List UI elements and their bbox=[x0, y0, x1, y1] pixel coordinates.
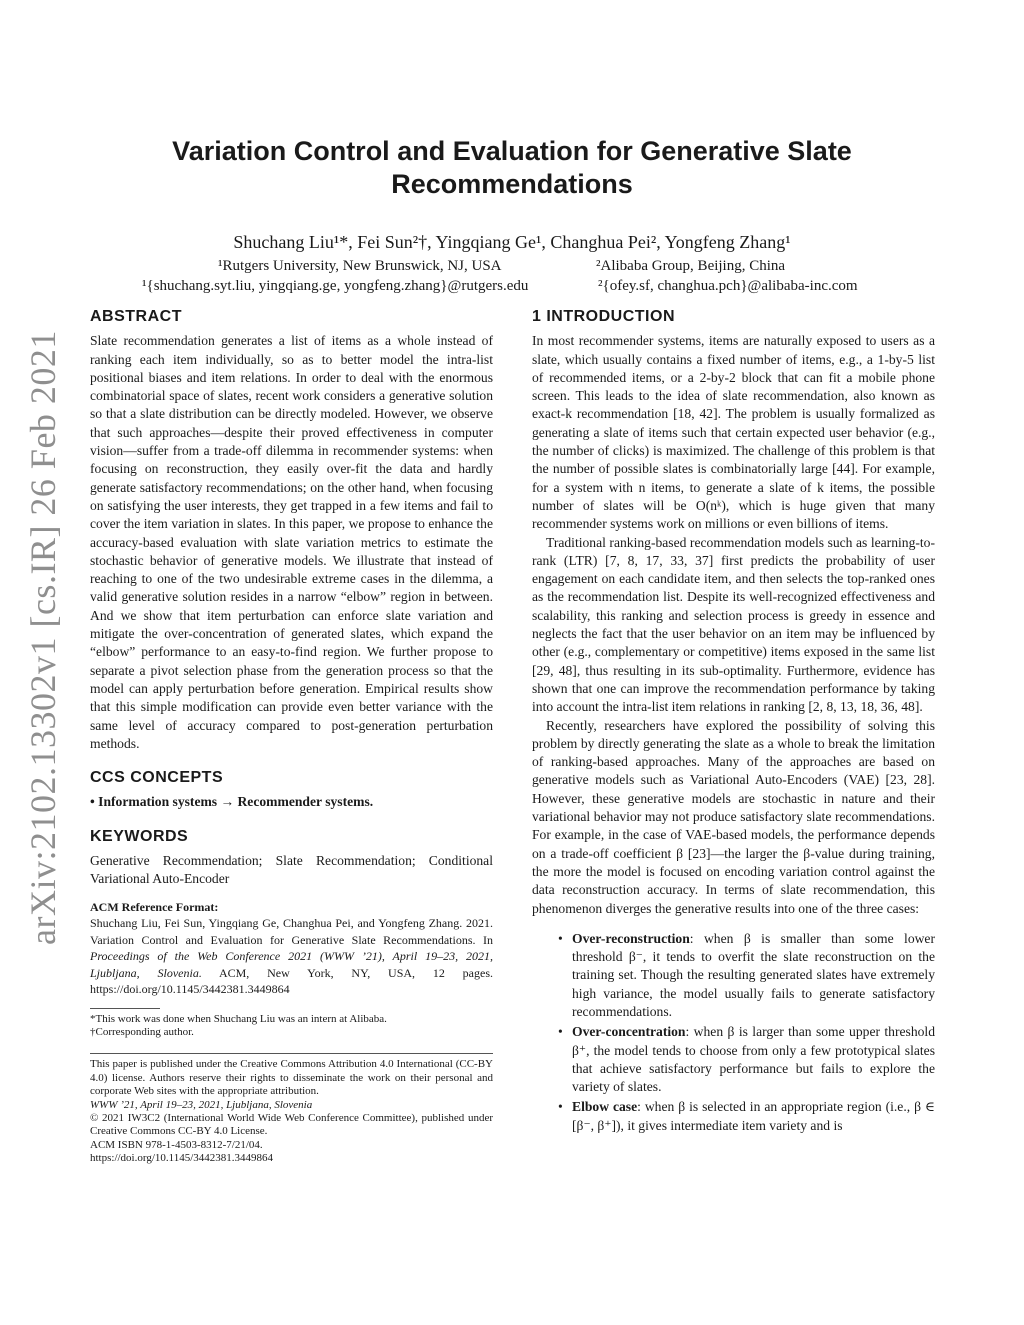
acm-reference-text-1: Shuchang Liu, Fei Sun, Yingqiang Ge, Changhua Pei, and Yongfeng Zhang. 2021. Variation Control and Evaluation for Generative Slate Recommendations. In bbox=[90, 916, 493, 947]
license-isbn: ACM ISBN 978-1-4503-8312-7/21/04. bbox=[90, 1138, 263, 1151]
list-item: • Elbow case: when β is selected in an appropriate region (i.e., β ∈ [β⁻, β⁺]), it gives intermediate item variety and is bbox=[532, 1098, 935, 1135]
footnote-1: *This work was done when Shuchang Liu was an intern at Alibaba. bbox=[90, 1012, 387, 1025]
case-list bbox=[532, 930, 935, 1135]
arxiv-identifier: arXiv:2102.13302v1 [cs.IR] 26 Feb 2021 bbox=[23, 330, 63, 945]
keywords-text: Generative Recommendation; Slate Recommendation; Conditional Variational Auto-Encoder bbox=[90, 853, 493, 887]
ccs-heading: CCS CONCEPTS bbox=[90, 769, 224, 787]
acm-reference-venue: Proceedings of the Web Conference 2021 (WWW ’21), April 19–23, 2021, Ljubljana, Slovenia. bbox=[90, 949, 493, 980]
intro-heading: 1 INTRODUCTION bbox=[532, 308, 675, 325]
keywords-heading: KEYWORDS bbox=[90, 827, 189, 845]
license-copyright: © 2021 IW3C2 (International World Wide Web Conference Committee), published under Creative Commons CC-BY 4.0 License. bbox=[90, 1112, 493, 1138]
license-doi: https://doi.org/10.1145/3442381.3449864 bbox=[90, 1152, 274, 1165]
intro-paragraph-2: Traditional ranking-based recommendation models such as learning-to-rank (LTR) [7, 8, 17, 33, 37] first predicts the probability of user engagement on each candidate item, and then selects the top-ranked ones as the recommendation list. Despite its well-recognized effectiveness and scalability, this ranking and selection process is greedy in essence and neglects the fact that the user behavior on an item may be influenced by other (e.g., complementary or competitive) items exposed in the same list [29, 48], thus resulting in its sub-optimality. Furthermore, evidence has shown that one can improve the recommendation performance by taking into account the intra-list item relations in ranking [2, 8, 13, 18, 36, 48]. bbox=[532, 534, 935, 715]
acm-reference-heading: ACM Reference Format: bbox=[90, 899, 219, 914]
abstract-heading: ABSTRACT bbox=[90, 308, 182, 325]
abstract-text: Slate recommendation generates a list of items as a whole instead of ranking each item individually, so as to better model the intra-list positional biases and item relations. In order to deal with the enormous combinatorial space of slates, recent work considers a generative solution so that a slate distribution can be directly modeled. However, we observe that such approaches—despite their proved effectiveness in computer vision—suffer from a trade-off dilemma in recommender systems: when focusing on reconstruction, they easily over-fit the data and hardly generate satisfactory recommendations; on the other hand, when focusing on satisfying the user interests, they get trapped in a few items and fail to cover the item variation in slates. In this paper, we propose to enhance the accuracy-based evaluation with slate variation metrics to estimate the stochastic behavior of generative models. We illustrate that instead of reaching to one of the two undesirable extreme cases in the dilemma, a valid generative solution resides in a narrow “elbow” region in between. And we show that item perturbation can enforce slate variation and mitigate the over-concentration of generated slates, which expand the “elbow” performance to an easy-to-find region. We further propose to separate a pivot selection phase from the generation process so that the model can apply perturbation before generation. Empirical results show that this simple modification can provide even better variance with the same level of accuracy compared to post-generation perturbation methods. bbox=[90, 333, 493, 751]
license-text: This paper is published under the Creative Commons Attribution 4.0 International (CC-BY 4.0) license. Authors reserve their rights to disseminate the work on their personal and corporate Web sites with the appropriate attribution. bbox=[90, 1058, 493, 1098]
ccs-text: • Information systems → Recommender systems. bbox=[90, 794, 374, 810]
paper-title: Variation Control and Evaluation for Generative Slate Recommendations bbox=[172, 136, 852, 199]
author-list: Shuchang Liu¹*, Fei Sun²†, Yingqiang Ge¹, Changhua Pei², Yongfeng Zhang¹ bbox=[233, 232, 791, 252]
left-column bbox=[90, 308, 493, 1166]
list-item: • Over-concentration: when β is larger than some upper threshold β⁺, the model tends to choose from only a few prototypical slates that achieve satisfactory performance but fails to explore the variety of slates. bbox=[532, 1023, 935, 1096]
intro-paragraph-1: In most recommender systems, items are naturally exposed to users as a slate, which usually contains a fixed number of items, e.g., a 1-by-5 list of recommended items, or a 2-by-2 block that can fit a mobile phone screen. This leads to the idea of slate recommendation, also known as exact-k recommendation [18, 42]. The problem is usually formalized as generating a slate of items such that certain expected user behavior (e.g., the number of clicks) is maximized. The challenge of this problem is that the number of possible slates is combinatorially large [44]. For example, for a system with n items, to generate a slate of k items, the possible number of slates will be O(nᵏ), which is huge given that many recommender systems work on millions or even billions of items. bbox=[532, 333, 935, 532]
email-2: ²{ofey.sf, changhua.pch}@alibaba-inc.com bbox=[598, 278, 858, 294]
footnote-rule bbox=[90, 1008, 160, 1009]
footnote-2: †Corresponding author. bbox=[90, 1026, 194, 1039]
intro-paragraph-3: Recently, researchers have explored the possibility of solving this problem by directly generating the slate as a whole to break the limitation of ranking-based approaches. Many of the approaches are based on generative models such as Variational Auto-Encoders (VAE) [23, 28]. However, these generative models are stochastic in nature and their variational behavior may not produce satisfactory slate recommendations. For example, in the case of VAE-based models, the performance depends on a trade-off coefficient β [23]—the larger the β-value during training, the more the model is focused on encoding variation control against the data reconstruction accuracy. In terms of slate recommendation, this phenomenon diverges the generative results into one of the three cases: bbox=[532, 717, 935, 916]
affiliation-1: ¹Rutgers University, New Brunswick, NJ, USA bbox=[218, 258, 502, 274]
acm-reference bbox=[90, 899, 493, 998]
right-column bbox=[532, 308, 935, 1137]
email-1: ¹{shuchang.syt.liu, yingqiang.ge, yongfeng.zhang}@rutgers.edu bbox=[142, 278, 529, 294]
affiliation-2: ²Alibaba Group, Beijing, China bbox=[596, 258, 786, 274]
license-rule bbox=[90, 1053, 493, 1054]
list-item: • Over-reconstruction: when β is smaller than some lower threshold β⁻, it tends to overfit the slate reconstruction on the training set. Though the resulting generated slates have extremely high variance, the model usually fails to generate satisfactory recommendations. bbox=[532, 930, 935, 1021]
license-venue: WWW ’21, April 19–23, 2021, Ljubljana, Slovenia bbox=[90, 1098, 313, 1111]
acm-reference-text-2: ACM, New York, NY, USA, 12 pages. https://doi.org/10.1145/3442381.3449864 bbox=[90, 965, 493, 997]
